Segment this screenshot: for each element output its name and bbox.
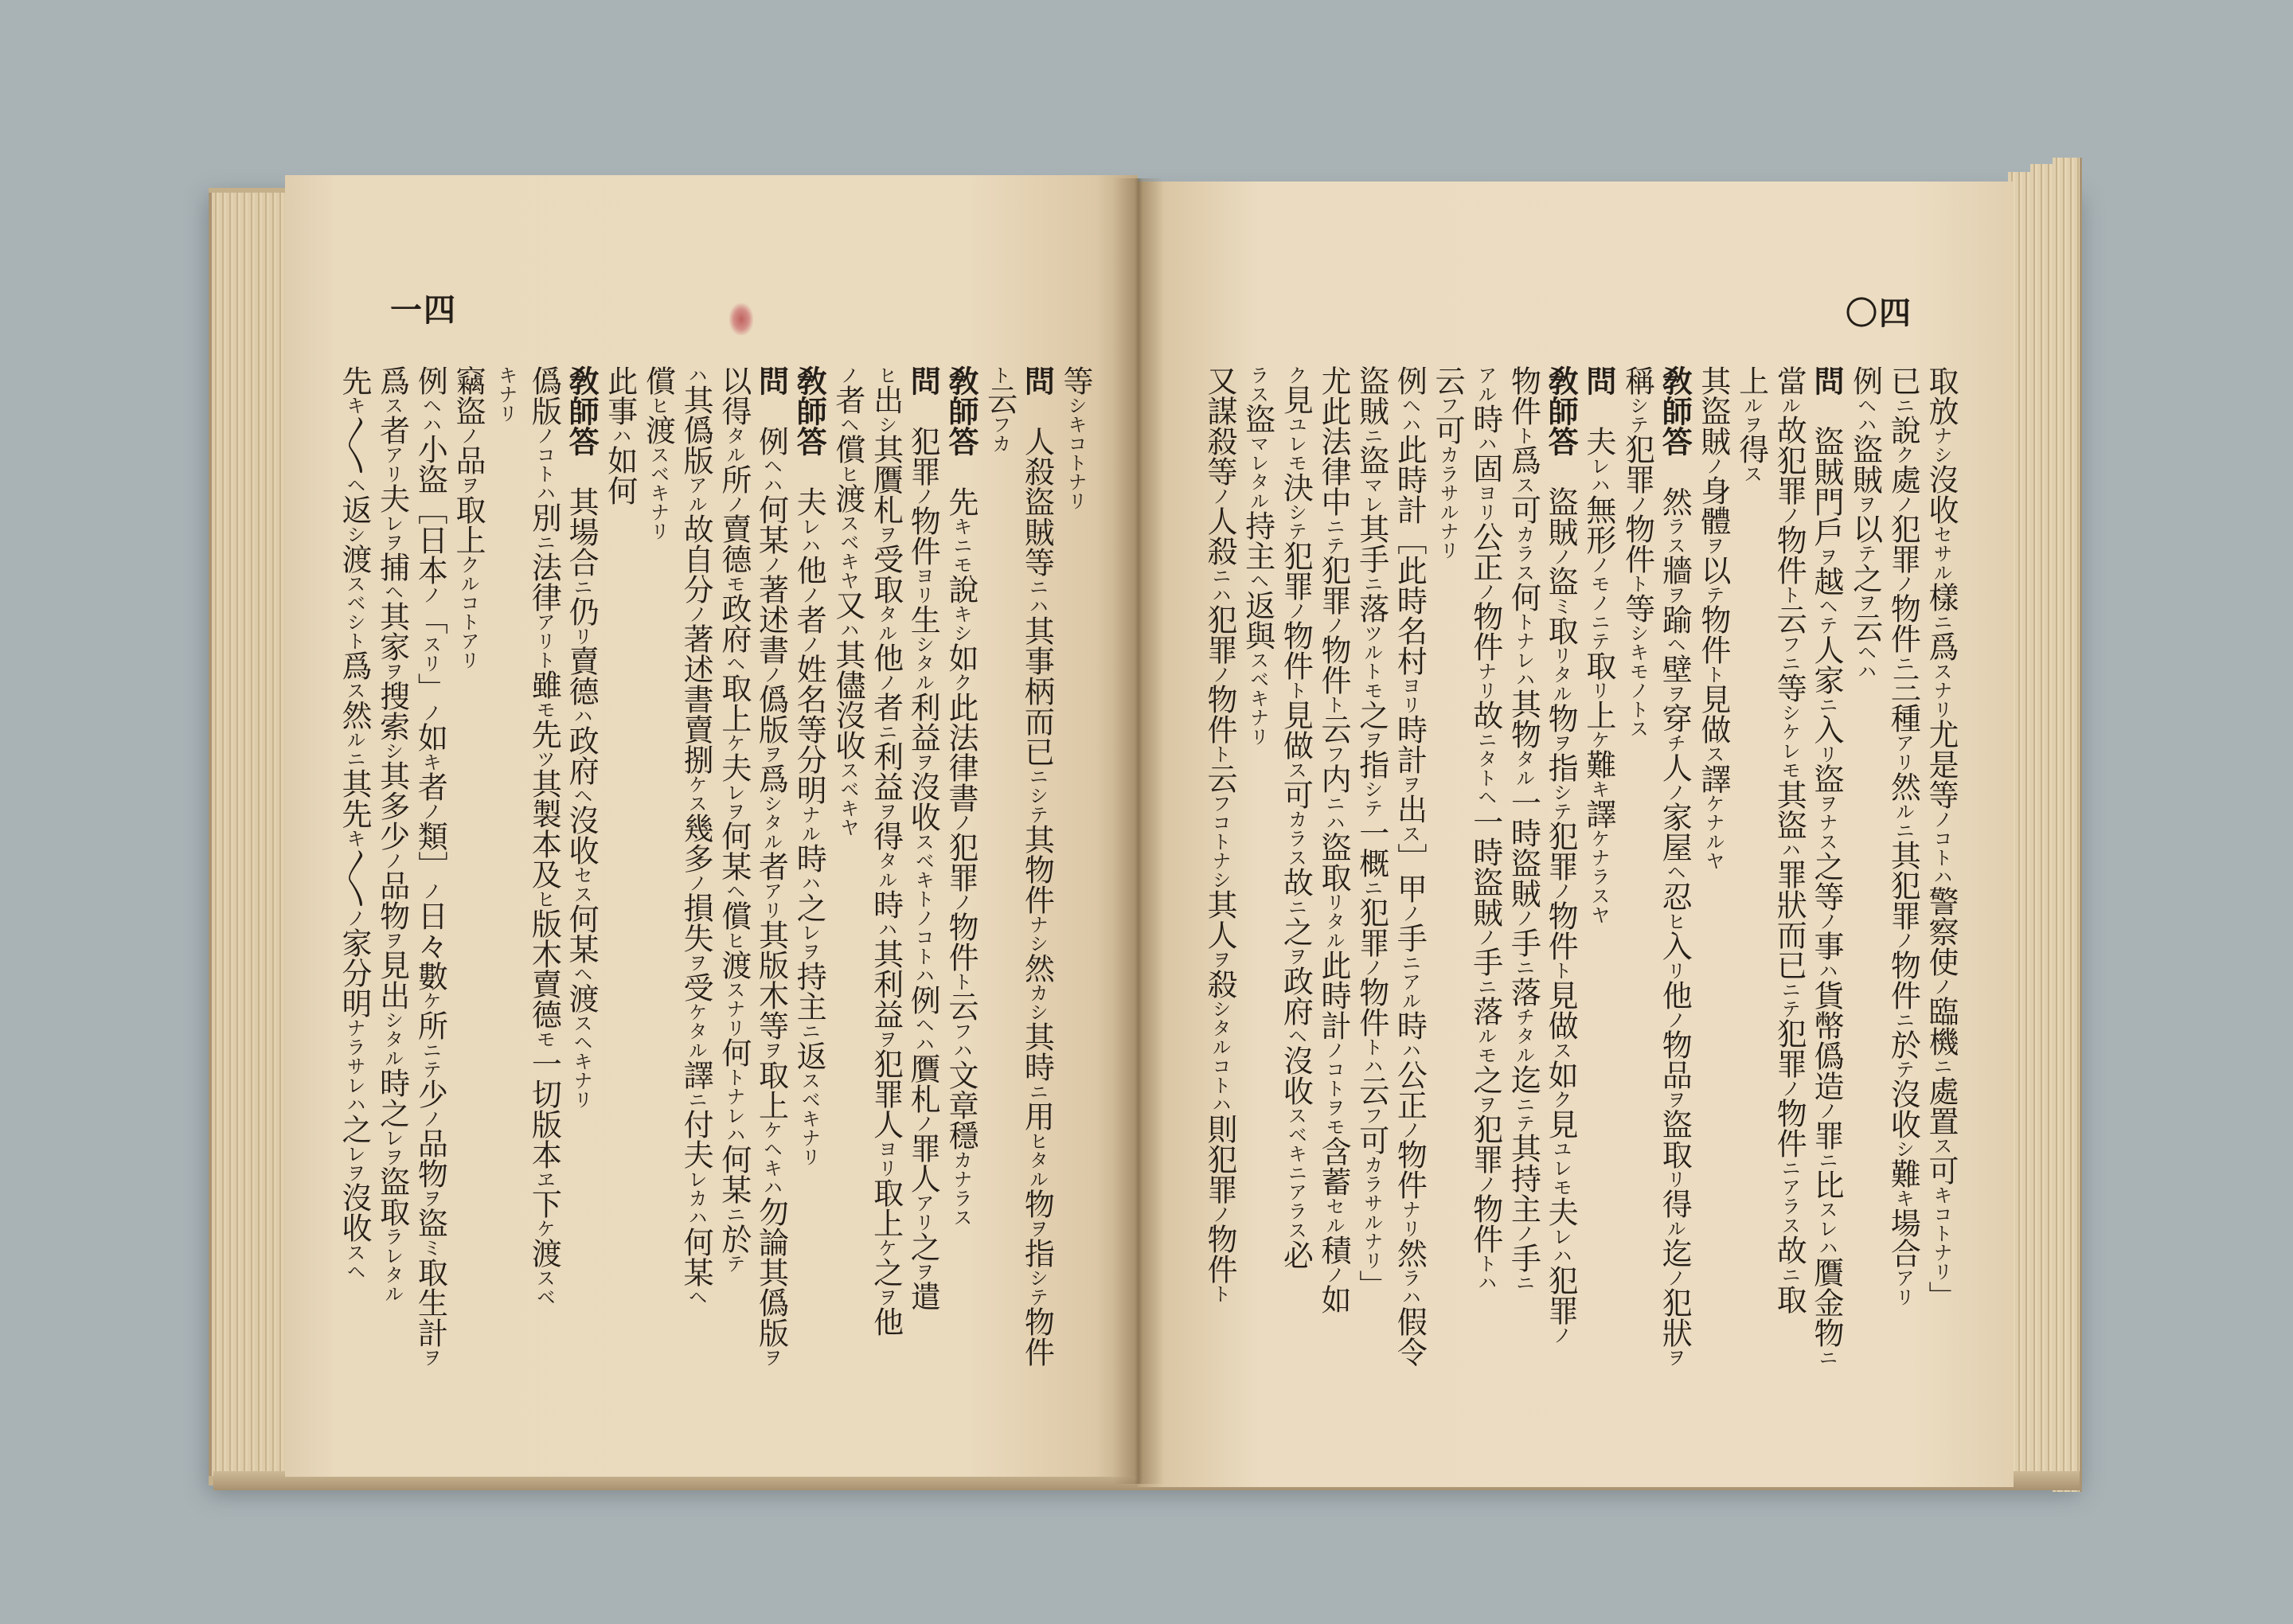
text-column: ト云フカ xyxy=(982,365,1018,453)
page-number: 一四 xyxy=(390,291,457,329)
text-column: 尤此法律中ニテ犯罪ノ物件ト云フ内ニハ盜取リタル此時計ノコトヲモ含蓄セル積ノ如 xyxy=(1316,365,1351,1314)
text-column: 僞版ノコトハ別ニ法律アリト雖モ先ツ其製本及ヒ版木賣德モ一切版本ヱ下ケ渡スベ xyxy=(526,365,562,1306)
text-column: ク見ユレモ決シテ犯罪ノ物件ト見做ス可カラス故ニ之ヲ政府ヘ沒收スベキニアラス必 xyxy=(1278,365,1314,1270)
text-column: 償ヒ渡スベキナリ xyxy=(640,365,676,541)
text-column: 物件ト爲ス可カラス何トナレハ其物タル一時盜賊ノ手ニ落チタル迄ニテ其持主ノ手ニ xyxy=(1506,365,1541,1292)
text-column: ノ者ヘ償ヒ渡スベキヤ又ハ其儘沒收スベキヤ xyxy=(830,365,865,837)
page-edge-stack-right xyxy=(2053,158,2082,1492)
text-column: 問 盜賊門戶ヲ越ヘテ人家ニ入リ盜ヲナス之等ノ事ハ貨幣僞造ノ罪ニ比スレハ贋金物ニ xyxy=(1808,365,1845,1367)
page-edge-stack-left xyxy=(209,193,291,1476)
left-page-text-block xyxy=(334,365,1094,1424)
text-column: 例ヘハ盜賊ヲ以テ之ヲ云ヘハ xyxy=(1847,365,1883,681)
text-column: 敎師答 夫レハ他ノ者ノ姓名等分明ナル時ハ之レヲ持主ニ返スベキナリ xyxy=(791,365,828,1166)
text-column: 此事ハ如何 xyxy=(602,365,638,506)
text-column: 問 人殺盜賊等ニハ其事柄而已ニシテ其物件ナシ然カシ其時ニ用ヒタル物ヲ指シテ物件 xyxy=(1019,365,1056,1367)
text-column: 敎師答 其場合ニ仍リ賣德ハ政府ヘ沒收セス何某ヘ渡スヘキナリ xyxy=(564,365,600,1109)
spine-shadow xyxy=(1113,178,1164,1484)
text-column: 敎師答 盜賊ノ盜ミ取リタル物ヲ指シテ犯罪ノ物件ト見做ス如ク見ユレモ夫レハ犯罪ノ xyxy=(1543,365,1580,1345)
text-column: 敎師答 先キニモ說キシ如ク此法律書ノ犯罪ノ物件ト云フハ文章穩カナラス xyxy=(943,365,979,1227)
text-column: 例ヘハ此時計［此時名村ヨリ時計ヲ出ス］甲ノ手ニアル時ハ公正ノ物件ナリ然ラハ假令 xyxy=(1392,365,1428,1367)
text-column: 敎師答 然ラス牆ヲ踰ヘ壁ヲ穿チ人ノ家屋ヘ忍ヒ入リ他ノ物品ヲ盜取リ得ル迄ノ犯狀ヲ xyxy=(1657,365,1693,1367)
text-column: 盜賊ニ盜マレ其手ニ落ツルトモ之ヲ指シテ一概ニ犯罪ノ物件トハ云フ可カラサルナリ」 xyxy=(1354,365,1389,1300)
text-column: 爲ス者アリ夫レヲ捕ヘ其家ヲ搜索シ其多少ノ品物ヲ見出シタル時之レヲ盜取ラレタル xyxy=(374,365,410,1303)
text-column: 稱シテ犯罪ノ物件ト等シキモノトス xyxy=(1619,365,1655,738)
text-column: 先キ〳〵ヘ返シ渡スベシト爲ス然ルニ其先キ〳〵ノ家分明ナラサレハ之レヲ沒收スヘ xyxy=(336,365,372,1281)
right-page-text-block xyxy=(1199,365,1959,1424)
text-column: キナリ xyxy=(494,365,518,423)
text-column: 取放ナシ沒收セサル樣ニ爲スナリ尤是等ノコトハ警察使ノ臨機ニ處置ス可キコトナリ」 xyxy=(1924,365,1959,1311)
text-column: 當ル故犯罪ノ物件ト云フニ等シケレモ其盜ハ罪狀而已ニテ犯罪ノ物件ニアラス故ニ取 xyxy=(1772,365,1807,1314)
text-column: 以得タル所ノ賣德モ政府ヘ取上ケ夫レヲ何某ヘ償ヒ渡スナリ何トナレハ何某ニ於テ xyxy=(716,365,752,1273)
text-column: 竊盜ノ品ヲ取上クルコトアリ xyxy=(451,365,486,670)
text-column: ラス盜マレタル持主ヘ返與スベキナリ xyxy=(1240,365,1275,746)
text-column: アル時ハ固ヨリ公正ノ物件ナリ故ニタトヘ一時盜賊ノ手ニ落ルモ之ヲ犯罪ノ物件トハ xyxy=(1467,365,1503,1292)
text-column: 問 犯罪ノ物件ヨリ生シタル利益ヲ沒收スベキトノコトハ例ヘハ贋札ノ罪人アリ之ヲ遣 xyxy=(905,365,942,1311)
text-column: 已ニ說ク處ノ犯罪ノ物件ニ三種アリ然ルニ其犯罪ノ物件ニ於テ沒收シ難キ場合アリ xyxy=(1885,365,1921,1306)
text-column: 云フ可カラサルナリ xyxy=(1430,365,1466,560)
text-column: 上ルヲ得ス xyxy=(1733,365,1769,483)
text-column: 等シキコトナリ xyxy=(1058,365,1093,510)
text-column: 例ヘハ小盜［日本ノ「スリ」ノ如キ者ノ類］ノ日々數ケ所ニテ少ノ品物ヲ盜ミ取生計ヲ xyxy=(412,365,448,1367)
stain-mark xyxy=(729,303,753,335)
text-column: ヒ出シ其贋札ヲ受取タル他ノ者ニ利益ヲ得タル時ハ其利益ヲ犯罪人ヨリ取上ケ之ヲ他 xyxy=(868,365,904,1337)
text-column: 問 例ヘハ何某ノ著述書ノ僞版ヲ爲シタル者アリ其版木等ヲ取上ケヘキハ勿論其僞版ヲ xyxy=(753,365,790,1367)
text-column: 又謀殺等ノ人殺ニハ犯罪ノ物件ト云フコトナシ其人ヲ殺シタルコトハ則犯罪ノ物件ト xyxy=(1201,365,1237,1303)
page-number: 〇四 xyxy=(1846,295,1912,332)
text-column: 其盜賊ノ身體ヲ以テ物件ト見做ス譯ケナルヤ xyxy=(1695,365,1731,870)
text-column: 問 夫レハ無形ノモノニテ取リ上ケ難キ譯ケナラスヤ xyxy=(1580,365,1617,924)
text-column: ハ其僞版アル故自分ノ著述書賣捌ケス幾多ノ損失ヲ受ケタル譯ニ付夫レカハ何某ヘ xyxy=(678,365,714,1306)
